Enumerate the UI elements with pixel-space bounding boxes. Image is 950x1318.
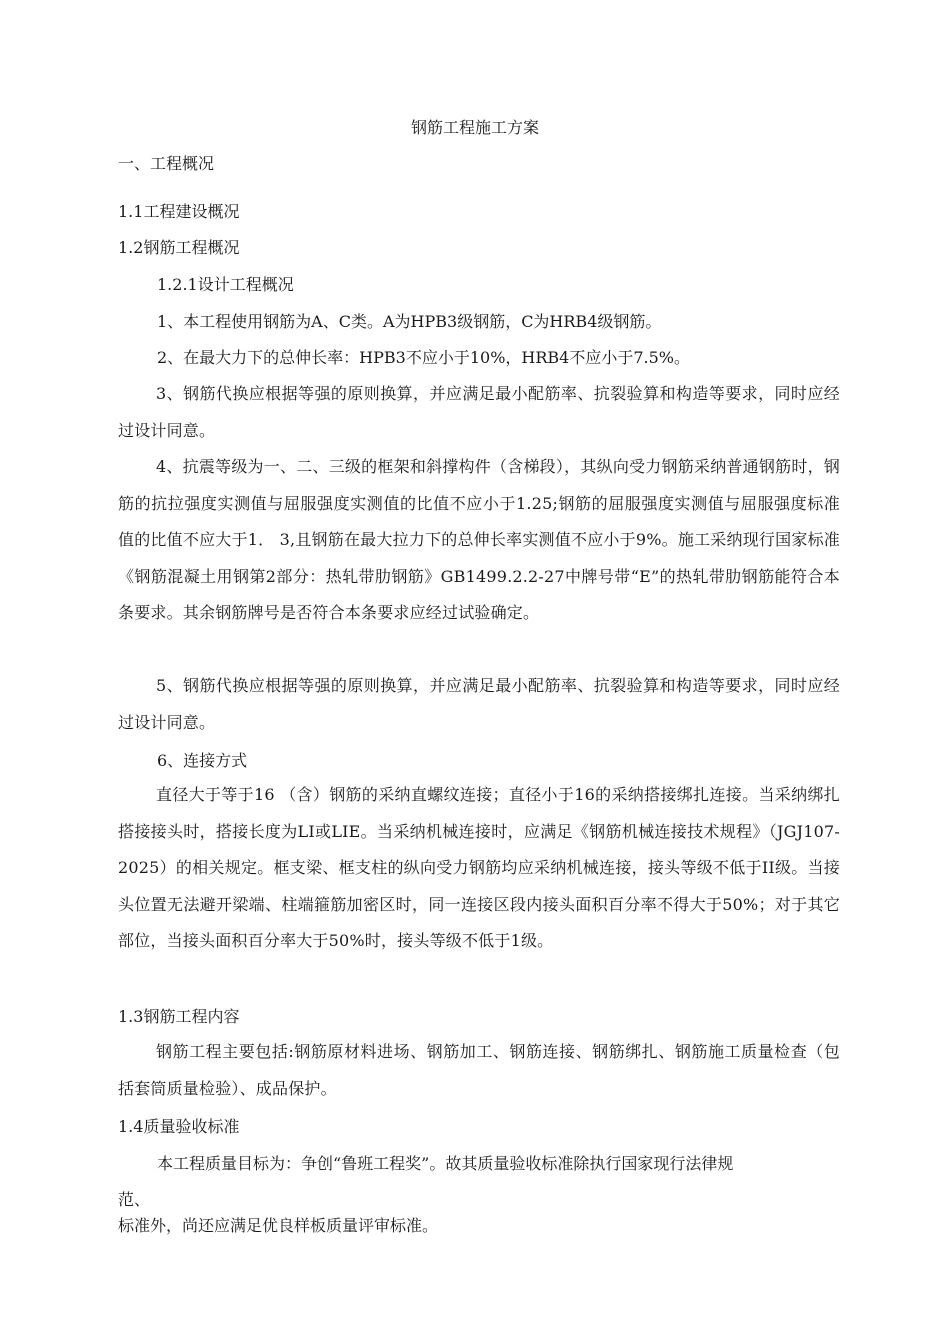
paragraph-item-5: 5、钢筋代换应根据等强的原则换算，并应满足最小配筋率、抗裂验算和构造等要求，同时应经过设计同意。	[118, 676, 840, 732]
section-heading-1-2-1: 1.2.1设计工程概况	[157, 275, 294, 294]
section-heading-1-2: 1.2钢筋工程概况	[118, 238, 240, 257]
paragraph-item-3: 3、钢筋代换应根据等强的原则换算，并应满足最小配筋率、抗裂验算和构造等要求，同时应经过设计同意。	[118, 384, 840, 440]
paragraph-item-2: 2、在最大力下的总伸长率：HPB3不应小于10%，HRB4不应小于7.5%。	[157, 348, 690, 367]
document-title: 钢筋工程施工方案	[410, 118, 539, 137]
section-heading-1-4: 1.4质量验收标准	[118, 1117, 240, 1136]
paragraph-quality-line-3: 标准外，尚还应满足优良样板质量评审标准。	[118, 1216, 439, 1235]
paragraph-quality-line-1: 本工程质量目标为：争创“鲁班工程奖”。故其质量验收标准除执行国家现行法律规	[157, 1154, 734, 1173]
paragraph-connection: 直径大于等于16 （含）钢筋的采纳直螺纹连接；直径小于16的采纳搭接绑扎连接。当采纳绑扎搭接接头时，搭接长度为LI或LIE。当采纳机械连接时，应满足《钢筋机械连接技术规程》（JGJ107-2025）的相关规定。框支梁、框支柱的纵向受力钢筋均应采纳机械连接，接头等级不低于II级。当接头位置无法避开梁端、柱端箍筋加密区时，同一连接区段内接头面积百分率不得大于50%；对于其它部位，当接头面积百分率大于50%时，接头等级不低于1级。	[118, 785, 840, 950]
section-heading-1: 一、工程概况	[118, 154, 215, 173]
section-heading-1-1: 1.1工程建设概况	[118, 202, 240, 221]
paragraph-item-6: 6、连接方式	[157, 751, 248, 770]
paragraph-quality-line-2: 范、	[118, 1190, 151, 1209]
paragraph-item-1: 1、本工程使用钢筋为A、C类。A为HPB3级钢筋，C为HRB4级钢筋。	[157, 312, 662, 331]
paragraph-item-4: 4、抗震等级为一、二、三级的框架和斜撑构件（含梯段），其纵向受力钢筋采纳普通钢筋时，钢筋的抗拉强度实测值与屈服强度实测值的比值不应小于1.25;钢筋的屈服强度实测值与屈服强度标准值的比值不应大于1． 3,且钢筋在最大拉力下的总伸长率实测值不应小于9%。施工采纳现行国家标准《钢筋混凝土用钢第2部分：热轧带肋钢筋》GB1499.2.2-27中牌号带“E”的热轧带肋钢筋能符合本条要求。其余钢筋牌号是否符合本条要求应经过试验确定。	[118, 457, 840, 622]
paragraph-content: 钢筋工程主要包括:钢筋原材料进场、钢筋加工、钢筋连接、钢筋绑扎、钢筋施工质量检查（包括套筒质量检验）、成品保护。	[118, 1042, 840, 1098]
section-heading-1-3: 1.3钢筋工程内容	[118, 1007, 240, 1026]
